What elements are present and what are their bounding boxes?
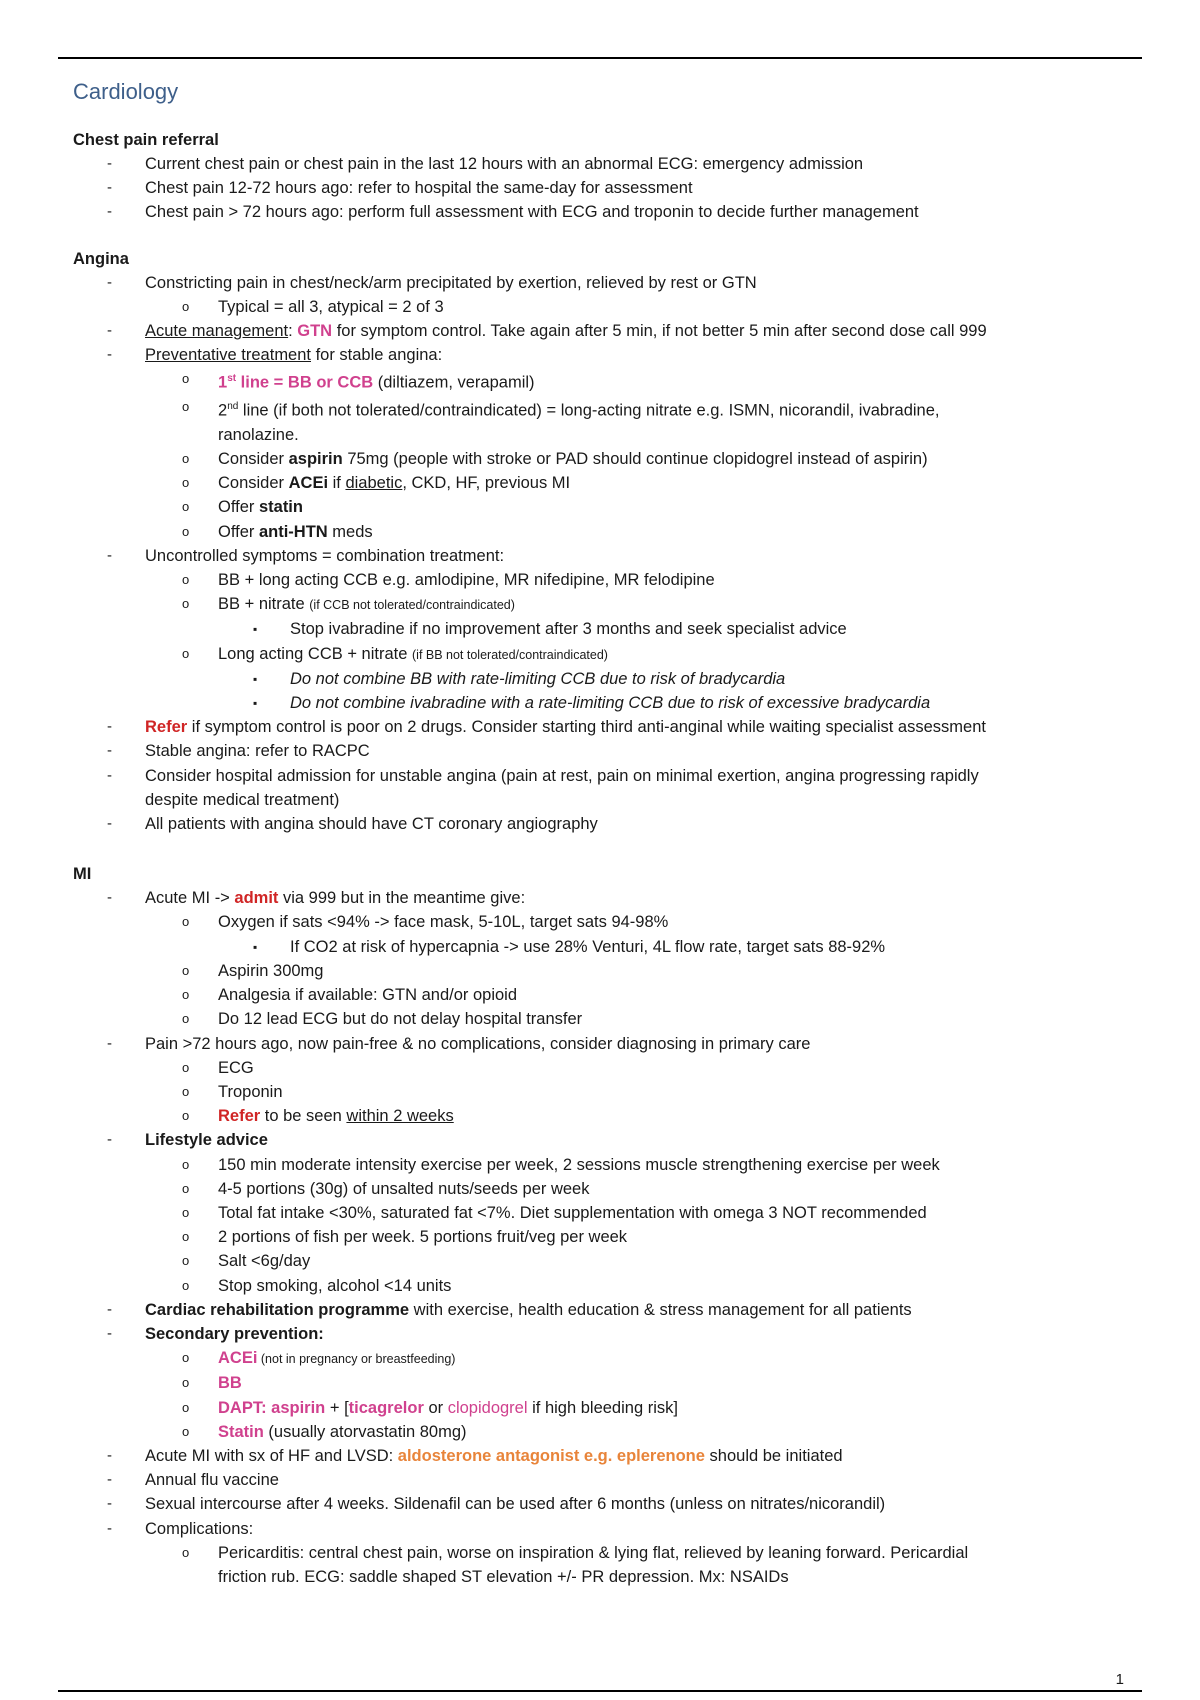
square-bullet: ▪ bbox=[253, 696, 258, 711]
dash-bullet: - bbox=[107, 1131, 112, 1149]
list-item: o Offer statin bbox=[73, 495, 1133, 519]
list-item: o 4-5 portions (30g) of unsalted nuts/seeds per week bbox=[73, 1177, 1133, 1201]
dash-bullet: - bbox=[107, 889, 112, 907]
circle-bullet: o bbox=[182, 987, 190, 1003]
list-item: - Acute MI -> admit via 999 but in the meantime give: bbox=[73, 886, 1133, 910]
dash-bullet: - bbox=[107, 718, 112, 736]
list-item: o Typical = all 3, atypical = 2 of 3 bbox=[73, 295, 1133, 319]
dash-bullet: - bbox=[107, 1300, 112, 1318]
list-item: - Preventative treatment for stable angina: bbox=[73, 343, 1133, 367]
dash-bullet: - bbox=[107, 322, 112, 340]
circle-bullet: o bbox=[182, 1253, 190, 1269]
circle-bullet: o bbox=[182, 1204, 190, 1220]
bottom-rule bbox=[58, 1690, 1142, 1692]
list-item: ▪ Do not combine BB with rate-limiting CCB due to risk of bradycardia bbox=[73, 667, 1133, 691]
square-bullet: ▪ bbox=[253, 671, 258, 686]
list-item: o Salt <6g/day bbox=[73, 1249, 1133, 1273]
list-item: o Stop smoking, alcohol <14 units bbox=[73, 1274, 1133, 1298]
list-item: o Long acting CCB + nitrate (if BB not tolerated/contraindicated) bbox=[73, 642, 1133, 667]
list-item: - Secondary prevention: bbox=[73, 1322, 1133, 1346]
page-number: 1 bbox=[1115, 1671, 1124, 1688]
list-item: - Refer if symptom control is poor on 2 drugs. Consider starting third anti-anginal while waiting specialist assessment bbox=[73, 715, 1133, 739]
list-item: ▪ Do not combine ivabradine with a rate-limiting CCB due to risk of excessive bradycardia bbox=[73, 691, 1133, 715]
list-item: - Acute management: GTN for symptom control. Take again after 5 min, if not better 5 min after second dose call 999 bbox=[73, 319, 1133, 343]
circle-bullet: o bbox=[182, 596, 190, 612]
dash-bullet: - bbox=[107, 1495, 112, 1513]
dash-bullet: - bbox=[107, 1519, 112, 1537]
square-bullet: ▪ bbox=[253, 622, 258, 637]
circle-bullet: o bbox=[182, 1108, 190, 1124]
list-item: - Consider hospital admission for unstable angina (pain at rest, pain on minimal exertion, angina progressing rapidly despite medical treatment) bbox=[73, 764, 1133, 812]
list-item: o BB + long acting CCB e.g. amlodipine, MR nifedipine, MR felodipine bbox=[73, 568, 1133, 592]
list-item: - Current chest pain or chest pain in the last 12 hours with an abnormal ECG: emergency admission bbox=[73, 152, 1133, 176]
circle-bullet: o bbox=[182, 1544, 190, 1560]
dash-bullet: - bbox=[107, 155, 112, 172]
list-item: o BB bbox=[73, 1371, 1133, 1395]
circle-bullet: o bbox=[182, 499, 190, 515]
mi-heading: MI bbox=[73, 865, 92, 884]
circle-bullet: o bbox=[182, 523, 190, 539]
list-item: o Do 12 lead ECG but do not delay hospital transfer bbox=[73, 1007, 1133, 1031]
list-item: o Offer anti-HTN meds bbox=[73, 520, 1133, 544]
circle-bullet: o bbox=[182, 371, 190, 387]
dash-bullet: - bbox=[107, 815, 112, 833]
list-item: - Stable angina: refer to RACPC bbox=[73, 739, 1133, 763]
list-item: - Sexual intercourse after 4 weeks. Sildenafil can be used after 6 months (unless on nitrates/nicorandil) bbox=[73, 1492, 1133, 1516]
square-bullet: ▪ bbox=[253, 939, 258, 954]
list-item: - Pain >72 hours ago, now pain-free & no complications, consider diagnosing in primary care bbox=[73, 1032, 1133, 1056]
list-item: - Lifestyle advice bbox=[73, 1128, 1133, 1152]
list-item: o Statin (usually atorvastatin 80mg) bbox=[73, 1420, 1133, 1444]
list-item: - Chest pain 12-72 hours ago: refer to hospital the same-day for assessment bbox=[73, 176, 1133, 200]
circle-bullet: o bbox=[182, 1399, 190, 1415]
list-item: o Aspirin 300mg bbox=[73, 959, 1133, 983]
list-item: ▪ If CO2 at risk of hypercapnia -> use 28% Venturi, 4L flow rate, target sats 88-92% bbox=[73, 935, 1133, 959]
list-item: o 2nd line (if both not tolerated/contraindicated) = long-acting nitrate e.g. ISMN, nicorandil, ivabradine, ranolazine. bbox=[73, 395, 1133, 447]
circle-bullet: o bbox=[182, 1156, 190, 1172]
top-rule bbox=[58, 57, 1142, 59]
dash-bullet: - bbox=[107, 1446, 112, 1464]
dash-bullet: - bbox=[107, 1324, 112, 1342]
dash-bullet: - bbox=[107, 273, 112, 291]
dash-bullet: - bbox=[107, 766, 112, 784]
list-item: - Constricting pain in chest/neck/arm precipitated by exertion, relieved by rest or GTN bbox=[73, 271, 1133, 295]
circle-bullet: o bbox=[182, 1375, 190, 1391]
circle-bullet: o bbox=[182, 1180, 190, 1196]
circle-bullet: o bbox=[182, 1059, 190, 1075]
dash-bullet: - bbox=[107, 546, 112, 564]
list-item: o Troponin bbox=[73, 1080, 1133, 1104]
list-item: o BB + nitrate (if CCB not tolerated/contraindicated) bbox=[73, 592, 1133, 617]
list-item: o 150 min moderate intensity exercise per week, 2 sessions muscle strengthening exercise per week bbox=[73, 1153, 1133, 1177]
circle-bullet: o bbox=[182, 451, 190, 467]
list-item: o Consider aspirin 75mg (people with stroke or PAD should continue clopidogrel instead of aspirin) bbox=[73, 447, 1133, 471]
circle-bullet: o bbox=[182, 475, 190, 491]
circle-bullet: o bbox=[182, 1083, 190, 1099]
list-item: o Total fat intake <30%, saturated fat <7%. Diet supplementation with omega 3 NOT recommended bbox=[73, 1201, 1133, 1225]
circle-bullet: o bbox=[182, 1229, 190, 1245]
list-item: o Pericarditis: central chest pain, worse on inspiration & lying flat, relieved by leaning forward. Pericardial friction rub. ECG: saddle shaped ST elevation +/- PR depression. Mx: NSAIDs bbox=[73, 1541, 1133, 1589]
list-item: ▪ Stop ivabradine if no improvement after 3 months and seek specialist advice bbox=[73, 617, 1133, 641]
list-item: - All patients with angina should have CT coronary angiography bbox=[73, 812, 1133, 836]
circle-bullet: o bbox=[182, 298, 190, 314]
list-item: - Complications: bbox=[73, 1517, 1133, 1541]
list-item: o ECG bbox=[73, 1056, 1133, 1080]
list-item: o 2 portions of fish per week. 5 portions fruit/veg per week bbox=[73, 1225, 1133, 1249]
dash-bullet: - bbox=[107, 203, 112, 221]
circle-bullet: o bbox=[182, 1277, 190, 1293]
list-item: o 1st line = BB or CCB (diltiazem, verapamil) bbox=[73, 367, 1133, 395]
dash-bullet: - bbox=[107, 1471, 112, 1489]
list-item: o ACEi (not in pregnancy or breastfeeding) bbox=[73, 1346, 1133, 1371]
circle-bullet: o bbox=[182, 645, 190, 661]
list-item: - Annual flu vaccine bbox=[73, 1468, 1133, 1492]
chest-pain-heading: Chest pain referral bbox=[73, 131, 219, 149]
dash-bullet: - bbox=[107, 742, 112, 760]
dash-bullet: - bbox=[107, 1034, 112, 1052]
circle-bullet: o bbox=[182, 572, 190, 588]
circle-bullet: o bbox=[182, 1011, 190, 1027]
page-title: Cardiology bbox=[73, 79, 179, 104]
angina-heading: Angina bbox=[73, 249, 129, 268]
list-item: o DAPT: aspirin + [ticagrelor or clopidogrel if high bleeding risk] bbox=[73, 1396, 1133, 1420]
circle-bullet: o bbox=[182, 914, 190, 930]
circle-bullet: o bbox=[182, 1423, 190, 1439]
list-item: o Oxygen if sats <94% -> face mask, 5-10L, target sats 94-98% bbox=[73, 910, 1133, 934]
document-body bbox=[73, 78, 1133, 1589]
circle-bullet: o bbox=[182, 399, 190, 415]
list-item: o Refer to be seen within 2 weeks bbox=[73, 1104, 1133, 1128]
list-item: o Analgesia if available: GTN and/or opioid bbox=[73, 983, 1133, 1007]
list-item: - Uncontrolled symptoms = combination treatment: bbox=[73, 544, 1133, 568]
list-item: o Consider ACEi if diabetic, CKD, HF, previous MI bbox=[73, 471, 1133, 495]
dash-bullet: - bbox=[107, 179, 112, 197]
list-item: - Acute MI with sx of HF and LVSD: aldosterone antagonist e.g. eplerenone should be initiated bbox=[73, 1444, 1133, 1468]
circle-bullet: o bbox=[182, 962, 190, 978]
dash-bullet: - bbox=[107, 346, 112, 364]
list-item: - Cardiac rehabilitation programme with exercise, health education & stress management for all patients bbox=[73, 1298, 1133, 1322]
list-item: - Chest pain > 72 hours ago: perform full assessment with ECG and troponin to decide further management bbox=[73, 200, 1133, 224]
circle-bullet: o bbox=[182, 1350, 190, 1366]
